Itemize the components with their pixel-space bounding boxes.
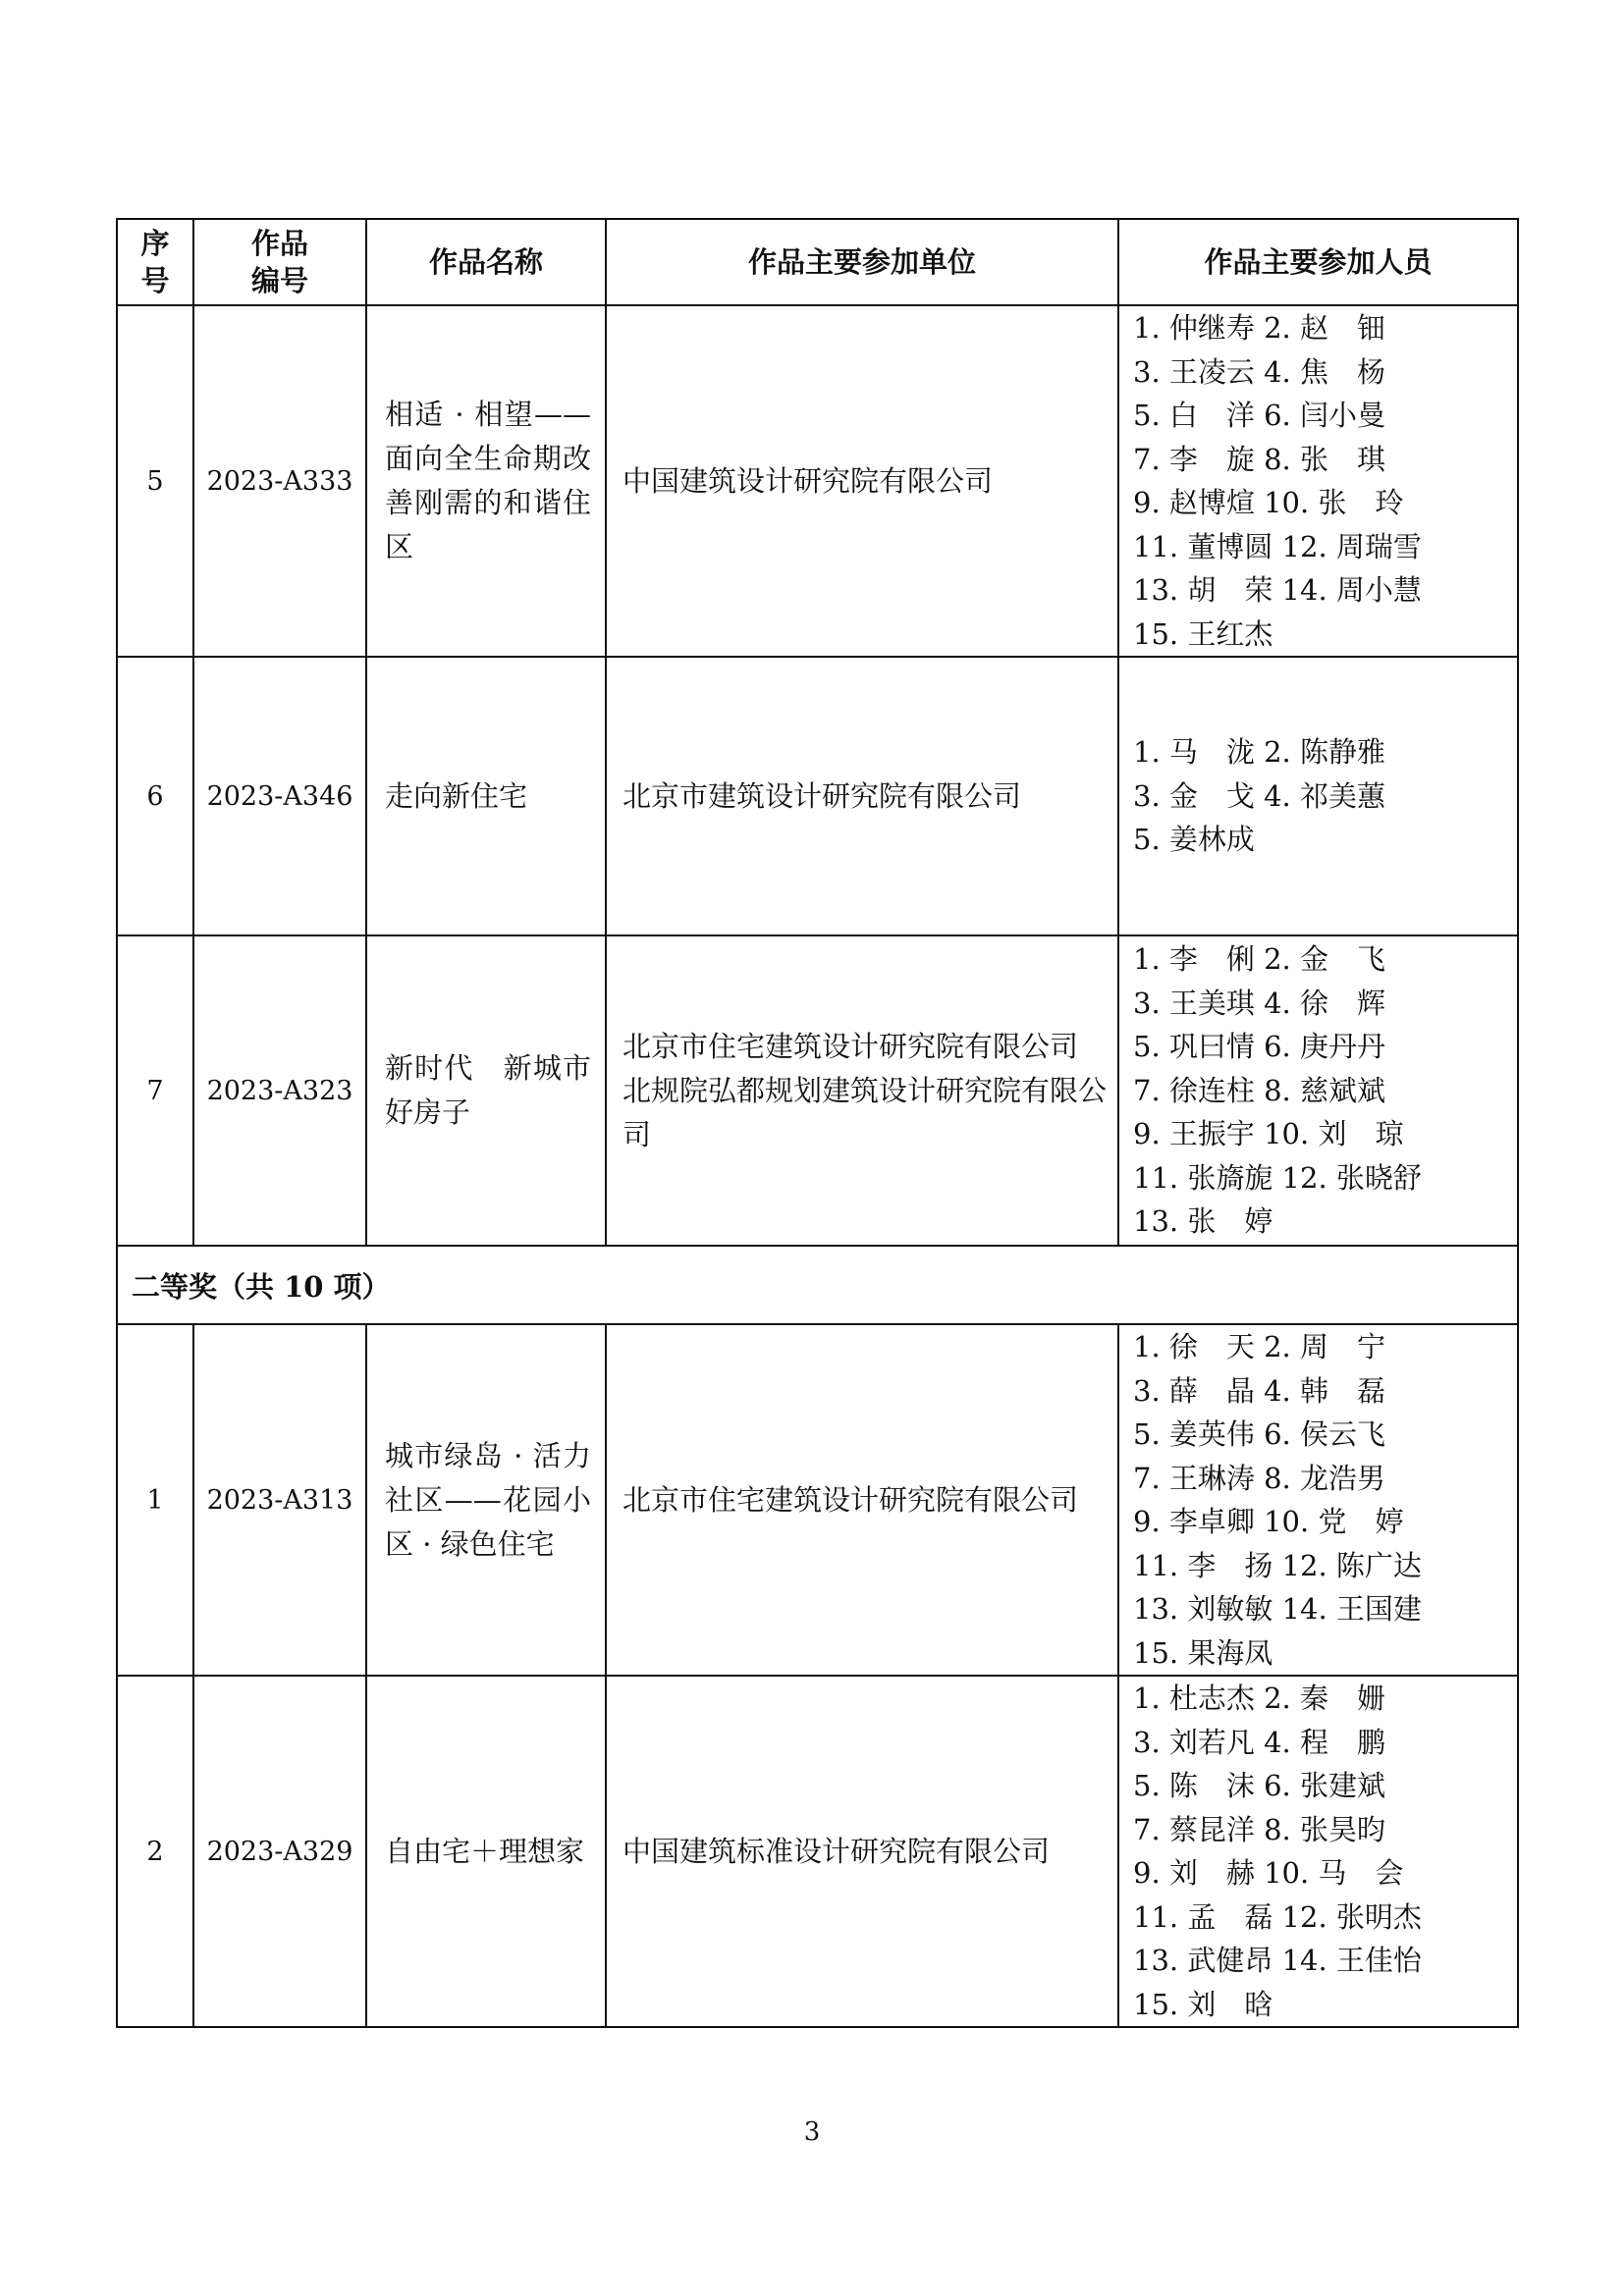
people-line: 1. 仲继寿 2. 赵 钿 xyxy=(1133,311,1385,345)
people-line: 3. 王凌云 4. 焦 杨 xyxy=(1133,354,1385,389)
header-title: 作品名称 xyxy=(366,219,606,305)
row-code: 2023-A333 xyxy=(193,305,366,657)
people-line: 5. 陈 沫 6. 张建斌 xyxy=(1133,1769,1385,1802)
row-people xyxy=(1118,305,1518,657)
row-title: 相适 · 相望——面向全生命期改善刚需的和谐住区 xyxy=(366,305,606,657)
people-line: 9. 李卓卿 10. 党 婷 xyxy=(1133,1505,1404,1538)
row-code: 2023-A329 xyxy=(193,1676,366,2027)
row-index: 2 xyxy=(117,1676,193,2027)
table-row xyxy=(117,1324,1518,1676)
row-people xyxy=(1118,1324,1518,1676)
people-line: 5. 巩曰情 6. 庚丹丹 xyxy=(1133,1030,1385,1064)
row-org xyxy=(606,305,1118,657)
org-line: 北规院弘都规划建筑设计研究院有限公司 xyxy=(623,1073,1108,1151)
header-org: 作品主要参加单位 xyxy=(606,219,1118,305)
org-line: 北京市住宅建筑设计研究院有限公司 xyxy=(623,1482,1079,1517)
row-index: 6 xyxy=(117,657,193,935)
people-line: 5. 姜英伟 6. 侯云飞 xyxy=(1133,1417,1385,1451)
header-code: 作品 编号 xyxy=(193,219,366,305)
header-people: 作品主要参加人员 xyxy=(1118,219,1518,305)
second-prize-rows xyxy=(117,1324,1518,2027)
table-row xyxy=(117,305,1518,657)
people-line: 13. 武健昂 14. 王佳怡 xyxy=(1133,1944,1422,1977)
people-line: 11. 李 扬 12. 陈广达 xyxy=(1133,1548,1422,1582)
header-index: 序 号 xyxy=(117,219,193,305)
org-line: 北京市建筑设计研究院有限公司 xyxy=(623,778,1022,813)
org-line: 中国建筑标准设计研究院有限公司 xyxy=(623,1834,1051,1868)
row-org xyxy=(606,935,1118,1246)
row-org xyxy=(606,1676,1118,2027)
table-row xyxy=(117,1676,1518,2027)
row-code: 2023-A346 xyxy=(193,657,366,935)
people-line: 1. 马 泷 2. 陈静雅 xyxy=(1133,735,1385,770)
table-row xyxy=(117,935,1518,1246)
people-line: 11. 孟 磊 12. 张明杰 xyxy=(1133,1899,1422,1934)
org-line: 北京市住宅建筑设计研究院有限公司 xyxy=(623,1029,1079,1063)
people-line: 5. 白 洋 6. 闫小曼 xyxy=(1133,399,1385,432)
row-index: 1 xyxy=(117,1324,193,1676)
people-line: 3. 刘若凡 4. 程 鹏 xyxy=(1133,1725,1385,1759)
people-line: 9. 王振宇 10. 刘 琼 xyxy=(1133,1117,1404,1151)
row-org xyxy=(606,1324,1118,1676)
people-line: 3. 金 戈 4. 祁美蕙 xyxy=(1133,778,1385,813)
people-line: 7. 李 旋 8. 张 琪 xyxy=(1133,442,1385,476)
row-code: 2023-A323 xyxy=(193,935,366,1246)
people-line: 11. 董博圆 12. 周瑞雪 xyxy=(1133,529,1422,563)
row-people xyxy=(1118,657,1518,935)
first-prize-rows xyxy=(117,305,1518,1246)
people-line: 1. 徐 天 2. 周 宁 xyxy=(1133,1330,1385,1363)
awards-table xyxy=(116,218,1519,2028)
row-title: 新时代 新城市好房子 xyxy=(366,935,606,1246)
people-line: 1. 李 俐 2. 金 飞 xyxy=(1133,942,1385,977)
people-line: 13. 胡 荣 14. 周小慧 xyxy=(1133,573,1422,607)
people-line: 7. 王琳涛 8. 龙浩男 xyxy=(1133,1461,1385,1495)
row-title: 自由宅＋理想家 xyxy=(366,1676,606,2027)
people-line: 9. 刘 赫 10. 马 会 xyxy=(1133,1856,1404,1890)
row-code: 2023-A313 xyxy=(193,1324,366,1676)
people-line: 7. 徐连柱 8. 慈斌斌 xyxy=(1133,1073,1385,1107)
people-line: 3. 薛 晶 4. 韩 磊 xyxy=(1133,1373,1385,1408)
people-line: 15. 果海凤 xyxy=(1133,1635,1273,1670)
people-line: 3. 王美琪 4. 徐 辉 xyxy=(1133,986,1385,1020)
page-number: 3 xyxy=(803,2117,821,2147)
row-people xyxy=(1118,1676,1518,2027)
people-line: 13. 张 婷 xyxy=(1133,1204,1273,1239)
people-line: 15. 刘 晗 xyxy=(1133,1987,1273,2021)
table-header-row xyxy=(117,219,1518,305)
row-index: 7 xyxy=(117,935,193,1246)
row-title: 走向新住宅 xyxy=(366,657,606,935)
org-line: 中国建筑设计研究院有限公司 xyxy=(623,463,994,498)
section-label: 二等奖（共 10 项） xyxy=(117,1246,1518,1324)
people-line: 15. 王红杰 xyxy=(1133,616,1273,651)
people-line: 13. 刘敏敏 14. 王国建 xyxy=(1133,1592,1422,1626)
table-row xyxy=(117,657,1518,935)
people-line: 7. 蔡昆洋 8. 张昊昀 xyxy=(1133,1812,1385,1846)
row-title: 城市绿岛 · 活力社区——花园小区 · 绿色住宅 xyxy=(366,1324,606,1676)
row-index: 5 xyxy=(117,305,193,657)
row-org xyxy=(606,657,1118,935)
row-people xyxy=(1118,935,1518,1246)
people-line: 11. 张旖旎 12. 张晓舒 xyxy=(1133,1160,1422,1195)
people-line: 5. 姜林成 xyxy=(1133,823,1255,857)
people-line: 9. 赵博煊 10. 张 玲 xyxy=(1133,486,1404,519)
section-row xyxy=(117,1246,1518,1324)
people-line: 1. 杜志杰 2. 秦 姗 xyxy=(1133,1682,1385,1715)
